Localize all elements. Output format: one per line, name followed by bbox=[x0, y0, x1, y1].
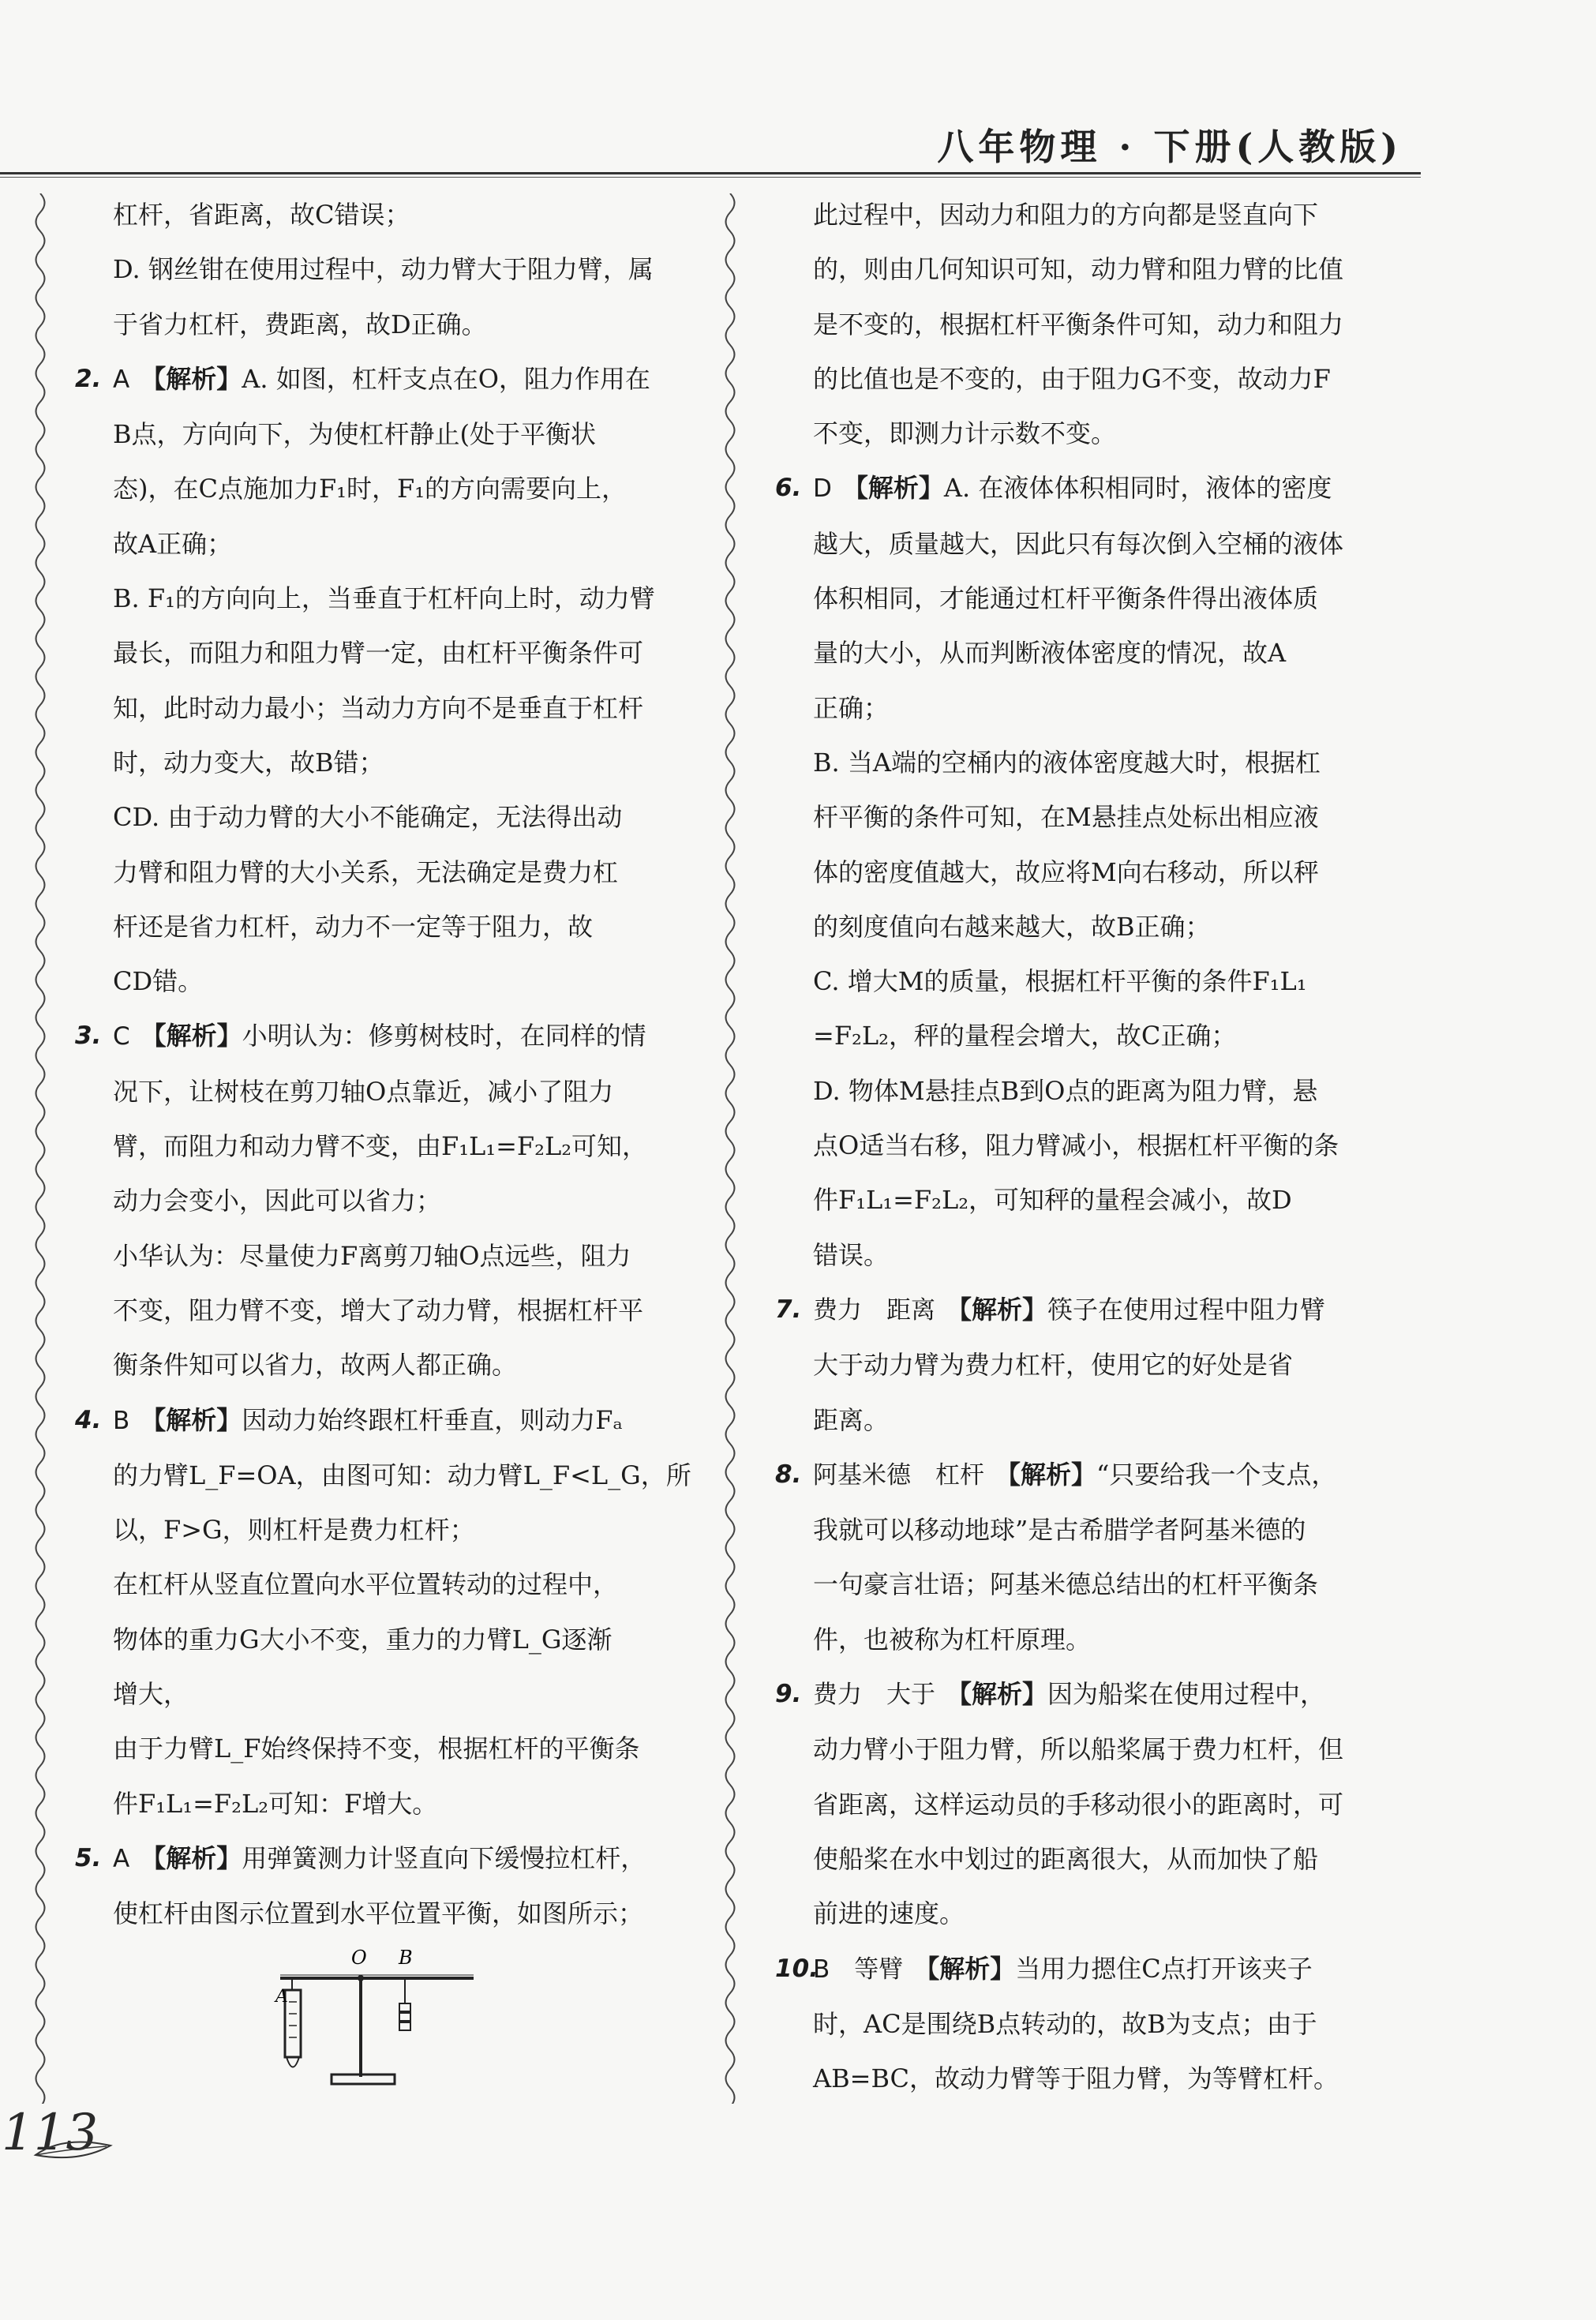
item-answer: 阿基米德 杠杆 bbox=[813, 1460, 984, 1490]
item-answer: B bbox=[113, 1406, 130, 1435]
item-line: D. 物体M悬挂点B到O点的距离为阻力臂，悬 bbox=[813, 1075, 1318, 1106]
intro-line: 此过程中，因动力和阻力的方向都是竖直向下 bbox=[813, 200, 1319, 230]
item-line: B点，方向向下，为使杠杆静止(处于平衡状 bbox=[113, 419, 597, 450]
item-line: C. 增大M的质量，根据杠杆平衡的条件F₁L₁ bbox=[813, 966, 1307, 997]
analysis-tag: 【解析】 bbox=[995, 1459, 1097, 1490]
intro-line: 的，则由几何知识可知，动力臂和阻力臂的比值 bbox=[813, 254, 1344, 285]
item-line: CD错。 bbox=[113, 966, 204, 997]
item-line: 的刻度值向右越来越大，故B正确； bbox=[813, 911, 1211, 942]
right-column bbox=[775, 188, 1405, 2106]
right-intro bbox=[775, 188, 1405, 461]
item-line: 使杠杆由图示位置到水平位置平衡，如图所示； bbox=[113, 1898, 644, 1929]
item-line: 况下，让树枝在剪刀轴O点靠近，减小了阻力 bbox=[113, 1076, 614, 1107]
item-answer: D bbox=[813, 474, 832, 504]
item-number: 8. bbox=[775, 1460, 802, 1489]
item-first-text: 筷子在使用过程中阻力臂 bbox=[1047, 1294, 1326, 1325]
answer-item bbox=[75, 1831, 699, 1942]
item-first-text: A. 如图，杠杆支点在O，阻力作用在 bbox=[242, 363, 650, 394]
page-header-title: 八年物理 · 下册(人教版) bbox=[937, 126, 1403, 168]
left-items bbox=[75, 352, 699, 1942]
item-answer: A bbox=[113, 365, 130, 394]
answer-item bbox=[775, 1942, 1405, 2107]
item-line: 小华认为：尽量使力F离剪刀轴O点远些，阻力 bbox=[113, 1240, 631, 1271]
item-line: 体积相同，才能通过杠杆平衡条件得出液体质 bbox=[813, 583, 1319, 614]
answer-item bbox=[75, 1009, 699, 1392]
item-line: 省距离，这样运动员的手移动很小的距离时，可 bbox=[813, 1789, 1344, 1820]
item-line: 不变，阻力臂不变，增大了动力臂，根据杠杆平 bbox=[113, 1295, 644, 1325]
answer-item bbox=[775, 1283, 1405, 1448]
left-wavy-border bbox=[30, 193, 51, 2104]
item-line: 态)，在C点施加力F₁时，F₁的方向需要向上， bbox=[113, 474, 628, 504]
item-number: 6. bbox=[775, 474, 802, 503]
item-line: 使船桨在水中划过的距离很大，从而加快了船 bbox=[813, 1843, 1319, 1874]
item-line: 件F₁L₁=F₂L₂可知：F增大。 bbox=[113, 1788, 438, 1819]
page-number: 113 bbox=[2, 2104, 99, 2162]
item-number: 7. bbox=[775, 1295, 802, 1324]
item-line: =F₂L₂，秤的量程会增大，故C正确； bbox=[813, 1021, 1237, 1051]
item-line: 故A正确； bbox=[113, 528, 233, 559]
item-line: 增大， bbox=[113, 1679, 189, 1710]
item-first-text: A. 在液体体积相同时，液体的密度 bbox=[943, 473, 1332, 504]
item-answer: 费力 大于 bbox=[813, 1681, 935, 1710]
weight-1 bbox=[399, 2003, 410, 2011]
item-first-text: 用弹簧测力计竖直向下缓慢拉杠杆， bbox=[242, 1842, 646, 1873]
answer-item bbox=[75, 352, 699, 1010]
item-line: 越大，质量越大，因此只有每次倒入空桶的液体 bbox=[813, 528, 1344, 559]
item-number: 9. bbox=[775, 1680, 802, 1709]
item-line: 动力臂小于阻力臂，所以船桨属于费力杠杆，但 bbox=[813, 1734, 1344, 1765]
item-line: 体的密度值越大，故应将M向右移动，所以秤 bbox=[813, 856, 1319, 887]
item-line: 我就可以移动地球”是古希腊学者阿基米德的 bbox=[813, 1515, 1306, 1546]
item-line: 正确； bbox=[813, 692, 890, 723]
item-line: 时，AC是围绕B点转动的，故B为支点；由于 bbox=[813, 2008, 1317, 2039]
analysis-tag: 【解析】 bbox=[946, 1294, 1048, 1325]
weight-2 bbox=[399, 2013, 410, 2021]
item-line: 以，F>G，则杠杆是费力杠杆； bbox=[113, 1515, 475, 1546]
stand-base bbox=[332, 2075, 395, 2084]
label-o: O bbox=[351, 1946, 367, 1969]
item-first-text: 当用力摁住C点打开该夹子 bbox=[1015, 1953, 1313, 1984]
right-items bbox=[775, 461, 1405, 2106]
item-line: 杆还是省力杠杆，动力不一定等于阻力，故 bbox=[113, 911, 594, 942]
item-line: 量的大小，从而判断液体密度的情况，故A bbox=[813, 638, 1287, 669]
leaf-ornament-icon bbox=[32, 2131, 118, 2171]
answer-item bbox=[775, 1667, 1405, 1941]
intro-line: 杠杆，省距离，故C错误； bbox=[113, 200, 410, 230]
intro-line: 是不变的，根据杠杆平衡条件可知，动力和阻力 bbox=[813, 309, 1344, 339]
item-number: 5. bbox=[75, 1843, 102, 1872]
item-line: 知，此时动力最小；当动力方向不是垂直于杠杆 bbox=[113, 692, 644, 723]
item-first-line bbox=[113, 1831, 699, 1887]
analysis-tag: 【解析】 bbox=[140, 363, 242, 394]
item-line: 动力会变小，因此可以省力； bbox=[113, 1186, 442, 1216]
item-line: 件F₁L₁=F₂L₂，可知秤的量程会减小，故D bbox=[813, 1185, 1292, 1216]
item-line: 衡条件知可以省力，故两人都正确。 bbox=[113, 1350, 518, 1381]
item-line: 一句豪言壮语；阿基米德总结出的杠杆平衡条 bbox=[813, 1569, 1319, 1600]
lever-apparatus-diagram bbox=[272, 1947, 485, 2089]
analysis-tag: 【解析】 bbox=[140, 1842, 242, 1873]
item-answer: C bbox=[113, 1022, 130, 1051]
left-column bbox=[75, 188, 699, 2108]
item-first-text: 因动力始终跟杠杆垂直，则动力Fₐ bbox=[242, 1404, 623, 1435]
item-first-text: “只要给我一个支点， bbox=[1096, 1459, 1337, 1490]
intro-line: 不变，即测力计示数不变。 bbox=[813, 418, 1117, 449]
item-line: 的力臂L_F=OA，由图可知：动力臂L_F<L_G，所 bbox=[113, 1460, 691, 1490]
item-line: B. 当A端的空桶内的液体密度越大时，根据杠 bbox=[813, 747, 1321, 778]
item-number: 2. bbox=[75, 364, 102, 393]
item-line: 错误。 bbox=[813, 1239, 890, 1270]
left-intro bbox=[75, 188, 699, 352]
intro-line: D. 钢丝钳在使用过程中，动力臂大于阻力臂，属 bbox=[113, 254, 654, 285]
item-answer: 费力 距离 bbox=[813, 1295, 935, 1325]
weight-3 bbox=[399, 2022, 410, 2030]
item-line: 臂，而阻力和动力臂不变，由F₁L₁=F₂L₂可知， bbox=[113, 1131, 648, 1162]
item-line: AB=BC，故动力臂等于阻力臂，为等臂杠杆。 bbox=[813, 2063, 1339, 2094]
item-line: 件，也被称为杠杆原理。 bbox=[813, 1624, 1092, 1655]
item-line: 时，动力变大，故B错； bbox=[113, 747, 384, 778]
item-first-line bbox=[813, 1667, 1405, 1722]
item-first-line bbox=[813, 1942, 1405, 1997]
item-answer: A bbox=[113, 1844, 130, 1873]
item-line: 点O适当右移，阻力臂减小，根据杠杆平衡的条 bbox=[813, 1130, 1339, 1161]
item-line: 由于力臂L_F始终保持不变，根据杠杆的平衡条 bbox=[113, 1733, 640, 1764]
item-line: 前进的速度。 bbox=[813, 1898, 965, 1929]
item-first-text: 小明认为：修剪树枝时，在同样的情 bbox=[242, 1021, 646, 1051]
item-line: 距离。 bbox=[813, 1404, 890, 1435]
item-first-line bbox=[113, 1009, 699, 1064]
hand-grip bbox=[287, 2057, 299, 2067]
header-rule-thin bbox=[0, 177, 1421, 178]
center-wavy-divider bbox=[720, 193, 740, 2104]
item-line: B. F₁的方向向上，当垂直于杠杆向上时，动力臂 bbox=[113, 583, 655, 614]
item-first-line bbox=[813, 1283, 1405, 1338]
analysis-tag: 【解析】 bbox=[946, 1679, 1048, 1710]
item-answer: B 等臂 bbox=[813, 1955, 904, 1984]
analysis-tag: 【解析】 bbox=[140, 1021, 242, 1051]
pivot-point bbox=[358, 1975, 364, 1981]
header-rule bbox=[0, 172, 1421, 174]
item-line: 在杠杆从竖直位置向水平位置转动的过程中， bbox=[113, 1569, 619, 1600]
analysis-tag: 【解析】 bbox=[842, 473, 944, 504]
item-line: CD. 由于动力臂的大小不能确定，无法得出动 bbox=[113, 802, 623, 833]
item-number: 4. bbox=[75, 1405, 102, 1434]
item-number: 10. bbox=[775, 1954, 819, 1983]
answer-item bbox=[75, 1393, 699, 1831]
item-first-line bbox=[813, 1448, 1405, 1503]
label-b: B bbox=[399, 1946, 413, 1969]
item-line: 最长，而阻力和阻力臂一定，由杠杆平衡条件可 bbox=[113, 638, 644, 669]
answer-item bbox=[775, 461, 1405, 1282]
intro-line: 于省力杠杆，费距离，故D正确。 bbox=[113, 309, 487, 339]
label-a: A bbox=[275, 1986, 288, 2007]
item-number: 3. bbox=[75, 1021, 102, 1051]
item-first-line bbox=[813, 461, 1405, 516]
item-first-line bbox=[113, 352, 699, 407]
item-line: 物体的重力G大小不变，重力的力臂L_G逐渐 bbox=[113, 1624, 613, 1655]
lever-figure bbox=[75, 1942, 699, 2108]
item-line: 力臂和阻力臂的大小关系，无法确定是费力杠 bbox=[113, 856, 619, 887]
item-line: 大于动力臂为费力杠杆，使用它的好处是省 bbox=[813, 1350, 1294, 1381]
answer-item bbox=[775, 1448, 1405, 1667]
analysis-tag: 【解析】 bbox=[140, 1404, 242, 1435]
item-line: 杆平衡的条件可知，在M悬挂点处标出相应液 bbox=[813, 802, 1319, 833]
analysis-tag: 【解析】 bbox=[914, 1953, 1016, 1984]
intro-line: 的比值也是不变的，由于阻力G不变，故动力F bbox=[813, 363, 1331, 394]
item-first-line bbox=[113, 1393, 699, 1449]
item-first-text: 因为船桨在使用过程中， bbox=[1047, 1679, 1326, 1710]
